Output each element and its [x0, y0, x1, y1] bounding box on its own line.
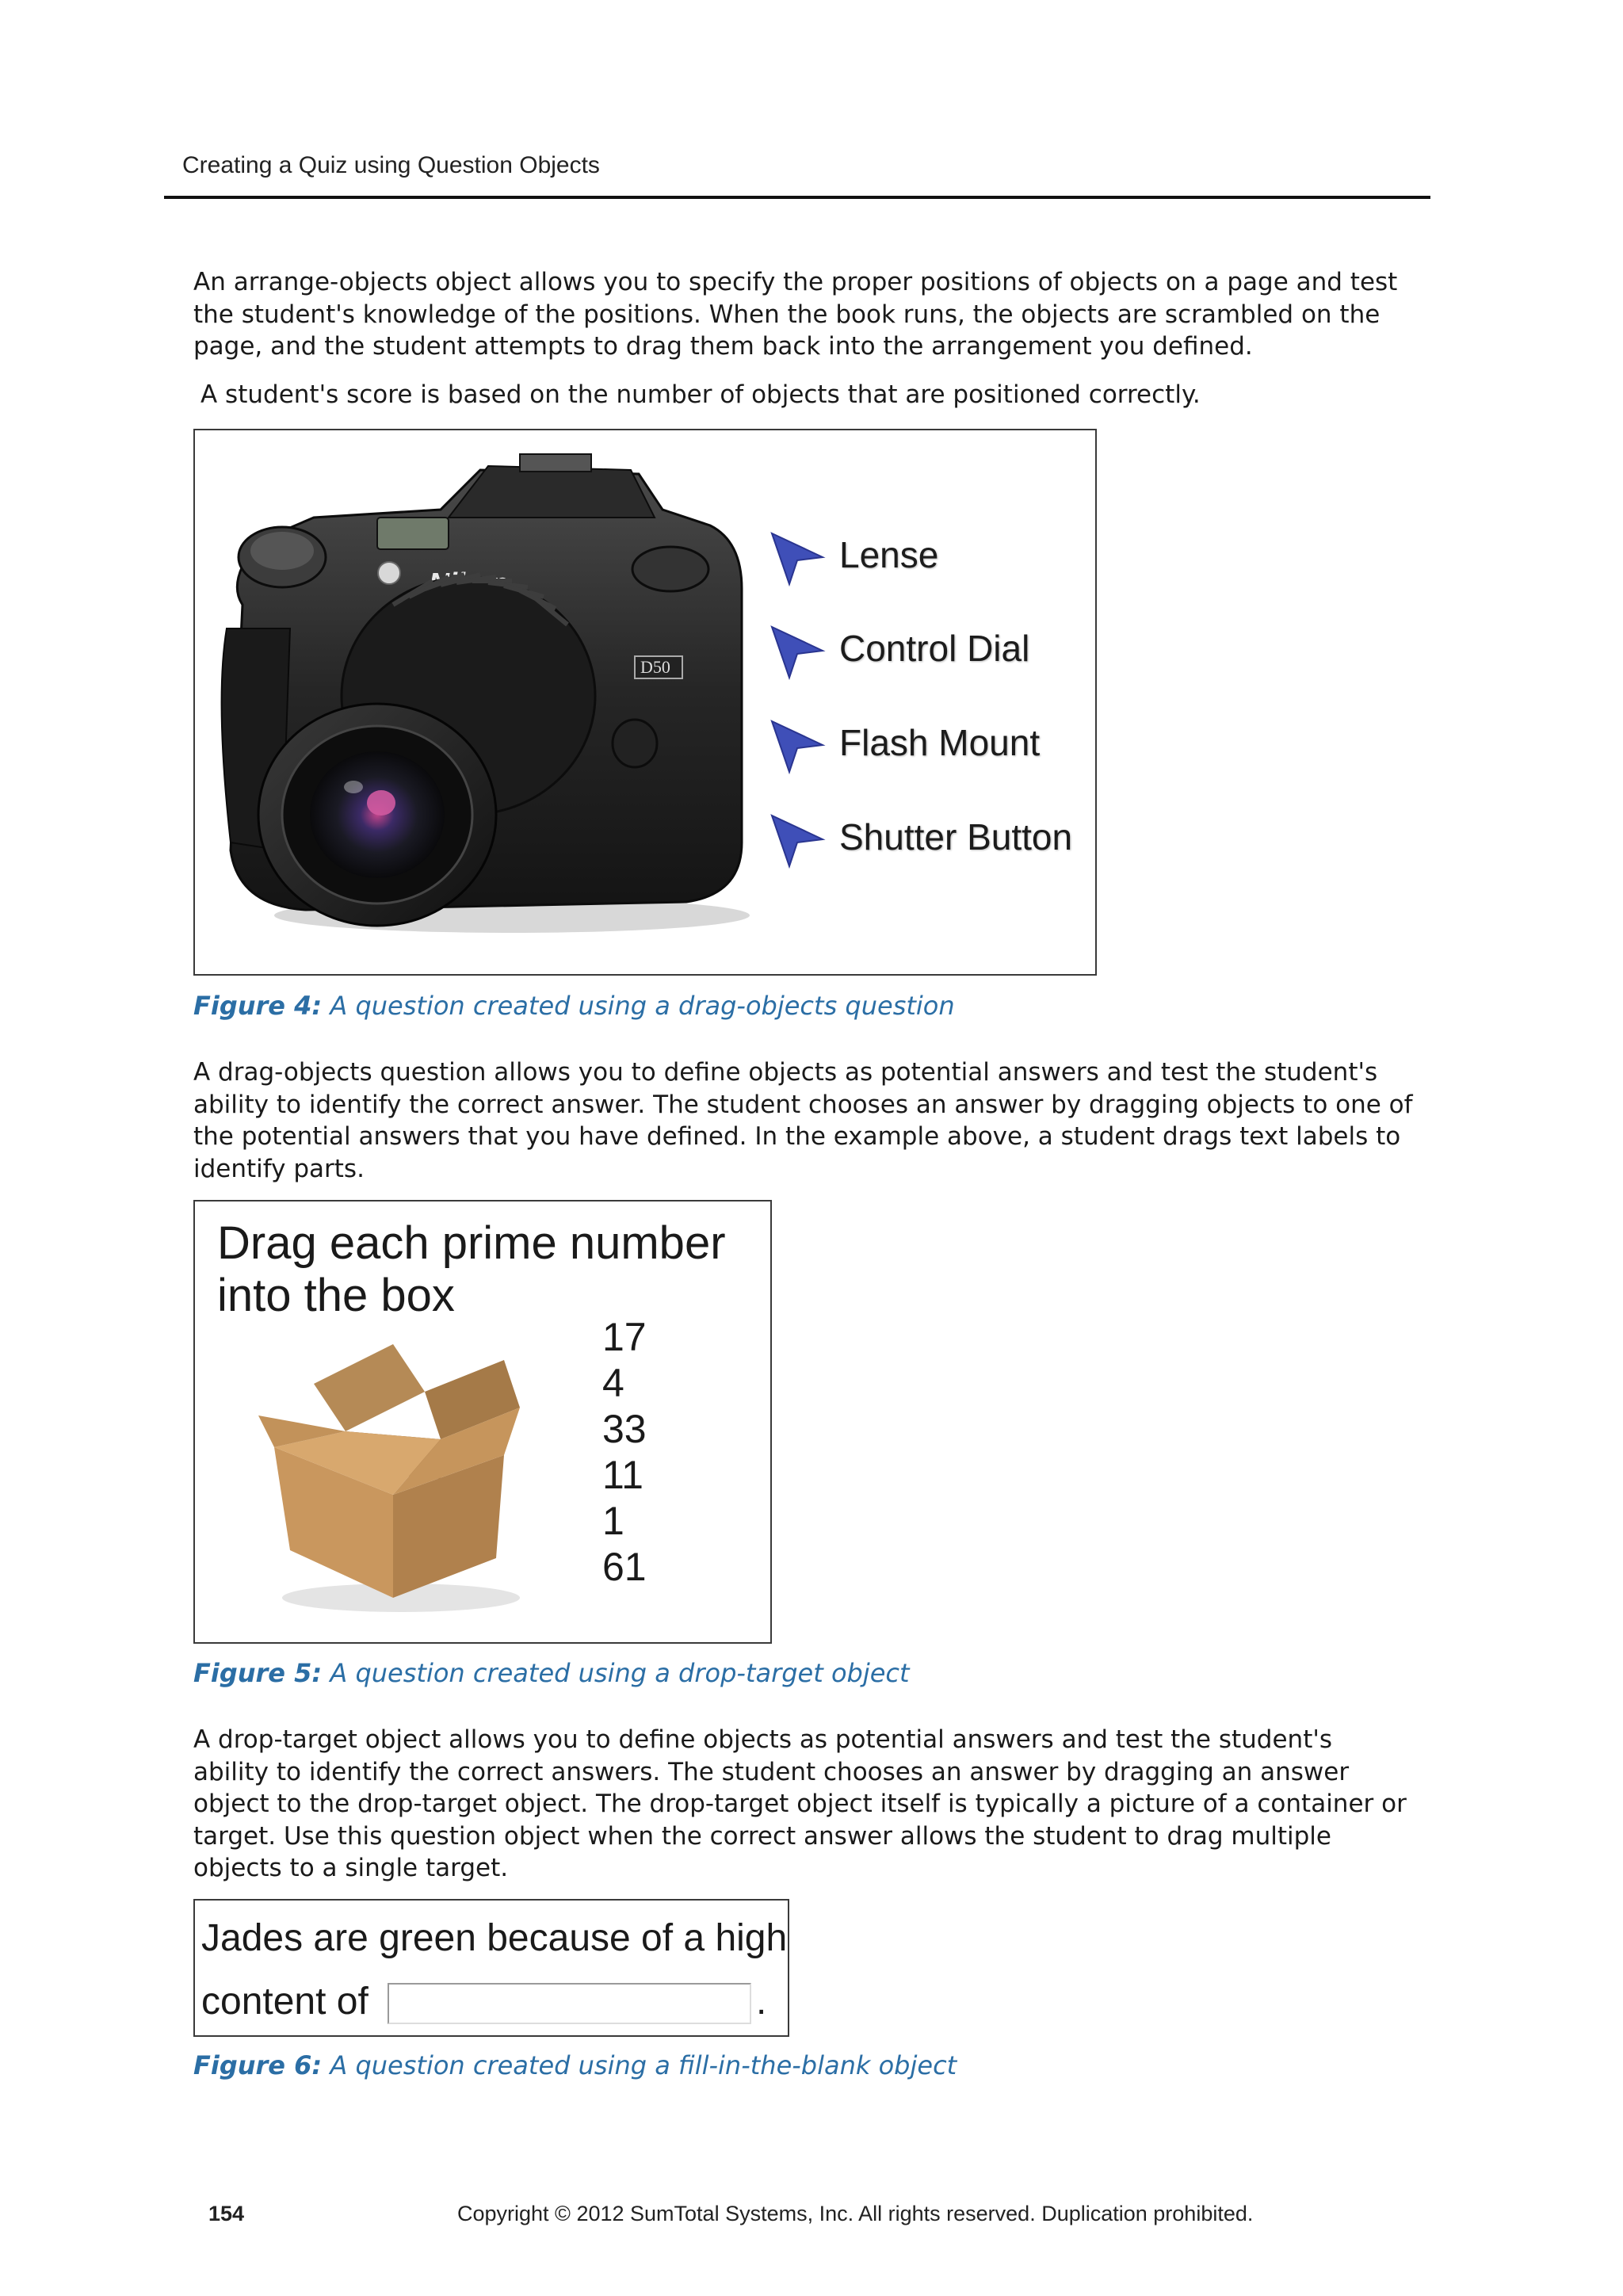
figure-6-label: Figure 6: [193, 2050, 323, 2080]
prime-candidate[interactable]: 17 [602, 1315, 647, 1359]
figure-4-caption-text: A question created using a drag-objects question [330, 991, 955, 1021]
prime-candidate[interactable]: 33 [602, 1407, 647, 1451]
prime-prompt: Drag each prime number into the box [217, 1217, 726, 1321]
figure-5-caption [193, 1658, 910, 1688]
figure-4-label: Figure 4: [193, 991, 323, 1021]
paragraph-arrange-objects: An arrange-objects object allows you to specify the proper positions of objects on a page and test the student's knowledge of the positions. When the book runs, the objects are scrambled on the page, and the student attempts to drag them back into the arrangement you defined. [193, 268, 1398, 361]
pointer-icon [766, 806, 829, 869]
running-header: Creating a Quiz using Question Objects [182, 152, 600, 178]
fill-blank-period: . [756, 1981, 767, 2023]
pointer-icon [766, 712, 829, 775]
prime-candidate[interactable]: 61 [602, 1545, 647, 1589]
camera-illustration [195, 430, 766, 974]
pointer-icon [766, 617, 829, 681]
figure-6-image [193, 1899, 789, 2037]
drag-label-lense[interactable]: Lense [839, 534, 939, 575]
paragraph-drop-target: A drop-target object allows you to define objects as potential answers and test the student's ability to identify the correct answers. The student chooses an answer by dragging an answer object to the drop-target object. The drop-target object itself is typically a picture of a container or target. Use this question object when the correct answer allows the student to drag multiple objects to a single target. [193, 1725, 1407, 1882]
figure-5-image [193, 1200, 772, 1644]
prime-candidate[interactable]: 1 [602, 1499, 624, 1543]
paragraph-score: A student's score is based on the number of objects that are positioned correctly. [200, 380, 1201, 409]
header-rule [164, 196, 1430, 199]
box-icon[interactable] [242, 1336, 559, 1622]
prime-candidate[interactable]: 4 [602, 1361, 624, 1405]
prime-candidate[interactable]: 11 [602, 1453, 643, 1497]
fill-blank-input[interactable] [388, 1983, 751, 2024]
drag-label-flash-mount[interactable]: Flash Mount [839, 722, 1041, 763]
figure-6-caption-text: A question created using a fill-in-the-blank object [330, 2050, 957, 2080]
figure-6-caption [193, 2050, 957, 2080]
drag-label-control-dial[interactable]: Control Dial [839, 628, 1030, 669]
camera-model-text: D50 [640, 657, 670, 677]
figure-4-image [193, 429, 1097, 976]
drag-label-shutter-button[interactable]: Shutter Button [839, 816, 1073, 858]
page-number: 154 [208, 2202, 245, 2225]
figure-4-caption [193, 991, 955, 1021]
paragraph-drag-objects: A drag-objects question allows you to define objects as potential answers and test the student's ability to identify the correct answer. The student chooses an answer by dragging objects to one of the potential answers that you have defined. In the example above, a student drags text labels to identify parts. [193, 1058, 1413, 1183]
fill-blank-line-2: content of [201, 1981, 369, 2023]
figure-5-caption-text: A question created using a drop-target object [330, 1658, 910, 1688]
pointer-icon [766, 524, 829, 587]
fill-blank-line-1: Jades are green because of a high [201, 1917, 788, 1959]
figure-5-label: Figure 5: [193, 1658, 323, 1688]
copyright-notice: Copyright © 2012 SumTotal Systems, Inc. All rights reserved. Duplication prohibited. [457, 2202, 1254, 2225]
